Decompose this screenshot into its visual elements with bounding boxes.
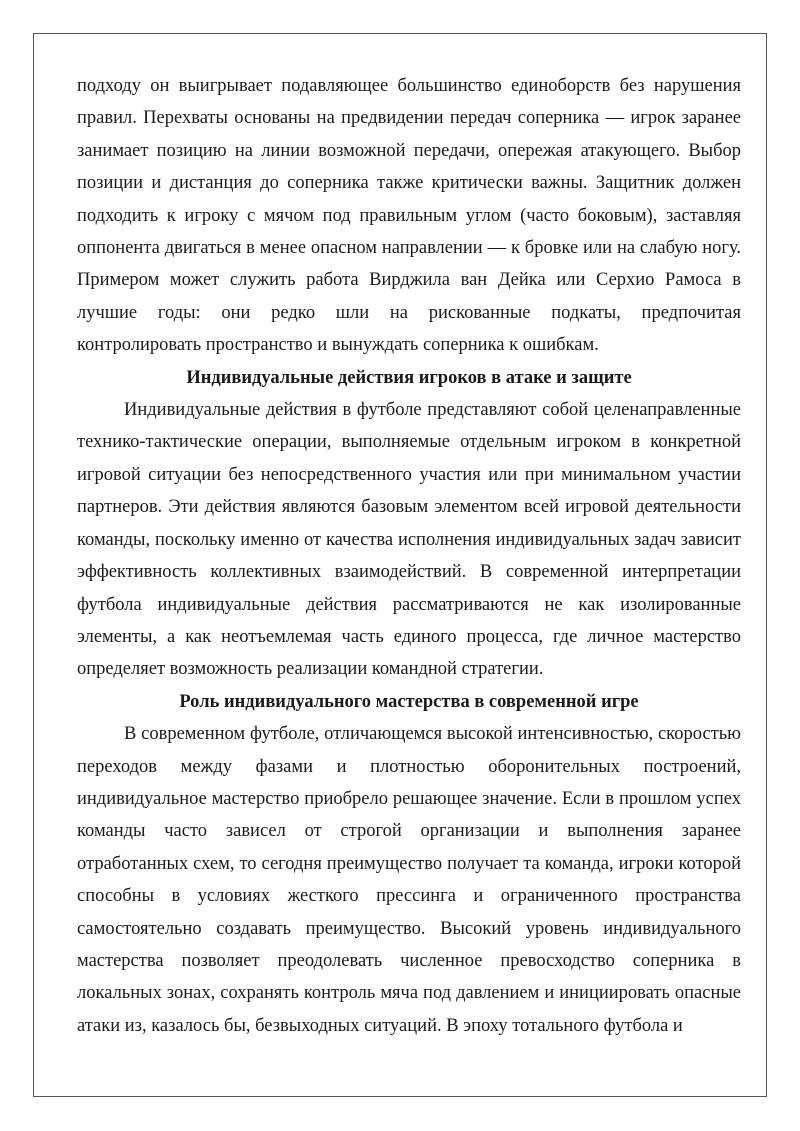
document-body [77,70,741,1042]
paragraph-individual-mastery: В современном футболе, отличающемся высокой интенсивностью, скоростью переходов между фазами и плотностью оборонительных построений, индивидуальное мастерство приобрело решающее значение. Если в прошлом успех команды часто зависел от строгой организации и выполнения заранее отработанных схем, то сегодня преимущество получает та команда, игроки которой способны в условиях жесткого прессинга и ограниченного пространства самостоятельно создавать преимущество. Высокий уровень индивидуального мастерства позволяет преодолевать численное превосходство соперника в локальных зонах, сохранять контроль мяча под давлением и инициировать опасные атаки из, казалось бы, безвыходных ситуаций. В эпоху тотального футбола и [77,724,741,1036]
section-heading-individual-actions: Индивидуальные действия игроков в атаке и защите [186,367,632,388]
paragraph-individual-actions: Индивидуальные действия в футболе представляют собой целенаправленные технико-тактические операции, выполняемые отдельным игроком в конкретной игровой ситуации без непосредственного участия или при минимальном участии партнеров. Эти действия являются базовым элементом всей игровой деятельности команды, поскольку именно от качества исполнения индивидуальных задач зависит эффективность коллективных взаимодействий. В современной интерпретации футбола индивидуальные действия рассматриваются не как изолированные элементы, а как неотъемлемая часть единого процесса, где личное мастерство определяет возможность реализации командной стратегии. [77,400,741,680]
paragraph-continued: подходу он выигрывает подавляющее большинство единоборств без нарушения правил. Перехваты основаны на предвидении передач соперника — игрок заранее занимает позицию на линии возможной передачи, опережая атакующего. Выбор позиции и дистанция до соперника также критически важны. Защитник должен подходить к игроку с мячом под правильным углом (часто боковым), заставляя оппонента двигаться в менее опасном направлении — к бровке или на слабую ногу. Примером может служить работа Вирджила ван Дейка или Серхио Рамоса в лучшие годы: они редко шли на рискованные подкаты, предпочитая контролировать пространство и вынуждать соперника к ошибкам. [77,76,741,356]
section-heading-individual-mastery: Роль индивидуального мастерства в современной игре [179,691,639,712]
